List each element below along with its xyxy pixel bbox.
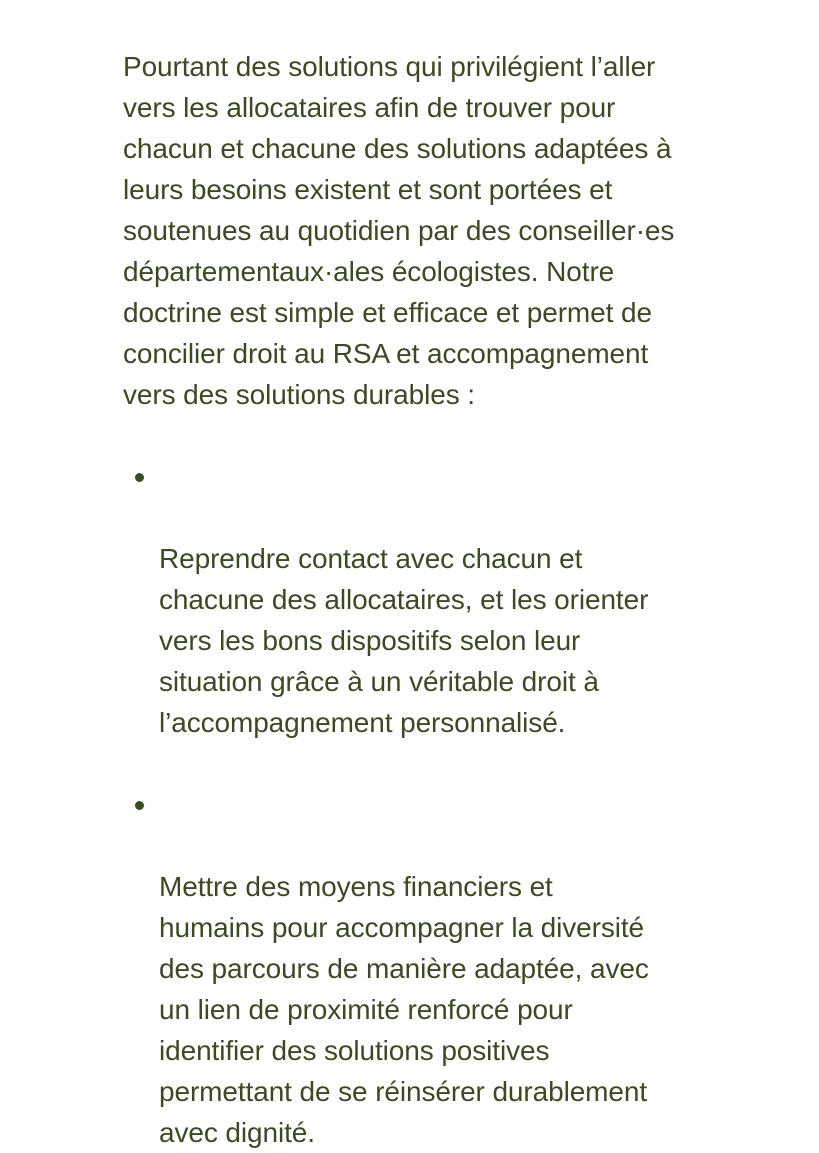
bullet-dot-icon bbox=[135, 801, 144, 810]
bullet-text: Reprendre contact avec chacun et chacune des allocataires, et les orienter vers les bons dispositifs selon leur situation grâce à un véritable droit à l’accompagnement personnalisé. bbox=[159, 543, 649, 738]
bullet-text: Mettre des moyens financiers et humains pour accompagner la diversité des parcours de manière adaptée, avec un lien de proximité renforcé pour identifier des solutions positives permettant de se réinsérer durablement avec dignité. bbox=[159, 871, 649, 1148]
bullet-list bbox=[123, 456, 723, 1153]
bullet-item bbox=[123, 456, 723, 743]
bullet-item bbox=[123, 784, 723, 1153]
bullet-dot-icon bbox=[135, 473, 144, 482]
article-body bbox=[123, 46, 723, 1153]
intro-paragraph: Pourtant des solutions qui privilégient l’aller vers les allocataires afin de trouver pour chacun et chacune des solutions adaptées à leurs besoins existent et sont portées et soutenues au quotidien par des conseiller·es départementaux·ales écologistes. Notre doctrine est simple et efficace et permet de concilier droit au RSA et accompagnement vers des solutions durables : bbox=[123, 51, 675, 410]
